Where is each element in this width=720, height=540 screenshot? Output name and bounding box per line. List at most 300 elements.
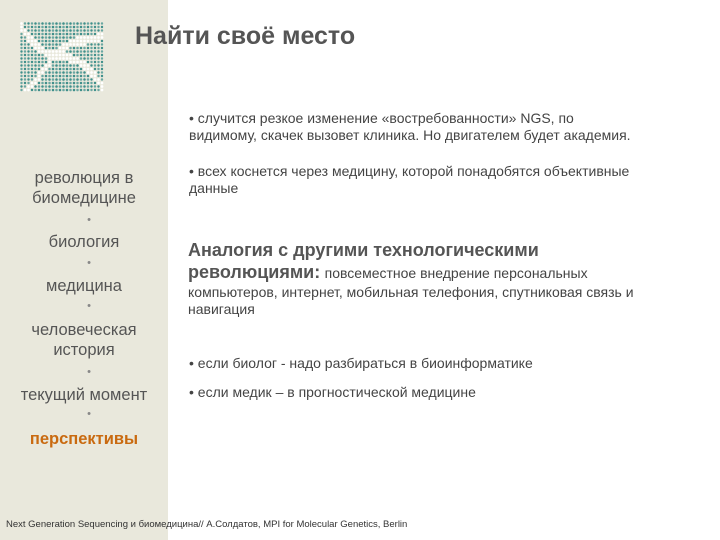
logo-dot: [20, 57, 22, 59]
logo-dot: [80, 50, 83, 53]
logo-dot: [48, 54, 51, 57]
logo-dot: [48, 71, 51, 74]
logo-dot: [20, 89, 22, 91]
logo-dot: [90, 71, 93, 74]
logo-dot: [90, 36, 93, 39]
logo-dot: [97, 50, 99, 52]
bullet-medicine: [189, 163, 629, 197]
logo-dot: [24, 36, 26, 38]
logo-dot: [76, 33, 79, 36]
logo-dot: [87, 36, 90, 39]
logo-dot: [76, 75, 79, 78]
sidebar-item-perspectives[interactable]: [0, 429, 168, 449]
logo-dot: [69, 26, 72, 29]
logo-dot: [73, 29, 76, 32]
logo-dot: [62, 33, 65, 36]
logo-dot: [27, 61, 29, 63]
logo-dot: [52, 78, 55, 81]
logo-dot: [69, 82, 72, 85]
logo-dot: [62, 78, 65, 81]
logo-dot: [69, 68, 72, 71]
logo-dot: [52, 43, 55, 46]
logo-dot: [69, 85, 72, 88]
logo-dot: [27, 64, 29, 66]
logo-dot: [90, 82, 92, 84]
logo-dot: [90, 78, 92, 80]
logo-dot: [76, 57, 79, 60]
logo-dot: [62, 26, 65, 29]
logo-dot: [48, 75, 51, 78]
logo-dot: [80, 29, 83, 32]
logo-dot: [52, 26, 55, 29]
logo-dot: [27, 36, 30, 39]
logo-dot: [87, 89, 90, 92]
logo-dot: [45, 85, 48, 88]
logo-dot: [24, 47, 26, 49]
logo-dot: [55, 22, 58, 25]
logo-dot: [52, 40, 55, 43]
logo-dot: [34, 33, 37, 36]
logo-dot: [27, 47, 29, 49]
logo-dot: [76, 82, 79, 85]
logo-dot: [55, 33, 58, 36]
logo-dot: [48, 40, 51, 43]
logo-dot: [45, 40, 48, 43]
logo-dot: [80, 61, 83, 64]
logo-dot: [101, 47, 103, 49]
logo-dot: [83, 75, 86, 78]
logo-dot: [66, 50, 69, 53]
logo-dot: [34, 71, 37, 74]
logo-dot: [90, 57, 92, 59]
logo-dot: [97, 36, 100, 39]
logo-dot: [62, 71, 65, 74]
logo-dot: [55, 57, 58, 60]
logo-dot: [59, 82, 62, 85]
logo-dot: [76, 29, 79, 32]
logo-dot: [90, 89, 92, 91]
analogy-paragraph: [188, 240, 716, 318]
bullet-ngs-demand: [189, 110, 631, 144]
logo-dot: [34, 54, 37, 57]
logo-dot: [90, 68, 93, 71]
logo-dot: [48, 43, 51, 46]
logo-dot: [62, 82, 65, 85]
logo-dot: [55, 82, 58, 85]
logo-dot: [97, 29, 99, 31]
logo-dot: [41, 50, 44, 53]
logo-dot: [38, 64, 41, 67]
sidebar-item-revolution[interactable]: [0, 168, 168, 208]
logo-dot: [87, 78, 90, 81]
logo-dot: [34, 40, 37, 43]
logo-dot: [90, 40, 93, 43]
sidebar-item-current-moment[interactable]: [0, 385, 168, 405]
logo-dot: [94, 29, 96, 31]
logo-dot: [20, 26, 23, 29]
logo-dot: [55, 36, 58, 39]
logo-dot: [34, 64, 37, 67]
logo-dot: [55, 61, 58, 64]
logo-dot: [101, 89, 104, 92]
logo-dot: [38, 85, 41, 88]
logo-dot: [90, 43, 92, 45]
logo-dot: [101, 43, 103, 45]
logo-dot: [94, 33, 96, 35]
sidebar-item-history[interactable]: [0, 320, 168, 360]
logo-dot: [34, 78, 37, 81]
logo-dot: [55, 89, 58, 92]
logo-dot: [76, 40, 79, 43]
logo-dot: [62, 50, 65, 53]
logo-dot: [52, 36, 55, 39]
analogy-line-1: [188, 240, 716, 262]
bullet-line: • случится резкое изменение «востребованности» NGS, по: [189, 110, 574, 126]
logo-dot: [69, 33, 72, 36]
logo-dot: [90, 85, 92, 87]
logo-dot: [48, 78, 51, 81]
logo-dot: [73, 61, 76, 64]
logo-dot: [38, 22, 41, 25]
logo-dot: [31, 40, 34, 43]
logo-dot: [34, 43, 37, 46]
sidebar-item-biology[interactable]: [0, 232, 168, 252]
logo-dot: [62, 75, 65, 78]
logo-dot: [31, 54, 33, 56]
logo-dot: [41, 78, 44, 81]
logo-dot: [94, 61, 96, 63]
logo-dot: [97, 43, 99, 45]
logo-dot: [62, 54, 65, 57]
logo-dot: [97, 54, 99, 56]
logo-dot: [45, 82, 48, 85]
logo-dot: [20, 61, 22, 63]
logo-dot: [101, 57, 103, 59]
logo-dot: [87, 50, 90, 53]
logo-dot: [41, 29, 44, 32]
logo-dot: [97, 40, 100, 43]
logo-dot: [83, 54, 86, 57]
logo-dot: [27, 89, 30, 92]
logo-dot: [48, 33, 51, 36]
logo-dot: [80, 43, 83, 46]
logo-dot: [62, 29, 65, 32]
logo-dot: [27, 43, 29, 45]
logo-dot: [101, 82, 104, 85]
logo-dot: [83, 82, 86, 85]
logo-dot: [76, 85, 79, 88]
logo-dot: [97, 71, 99, 73]
logo-dot: [97, 64, 99, 66]
logo-dot: [80, 57, 83, 60]
logo-dot: [38, 75, 41, 78]
logo-dot: [69, 22, 72, 25]
logo-dot: [45, 71, 48, 74]
logo-dot: [20, 22, 23, 25]
logo-dot: [69, 57, 72, 60]
separator-dot: •: [87, 300, 91, 312]
logo-dot: [24, 61, 26, 63]
logo-dot: [24, 78, 26, 80]
logo-dot: [34, 89, 37, 92]
logo-dot: [73, 22, 76, 25]
logo-dot: [66, 36, 69, 39]
logo-dot: [55, 43, 58, 46]
logo-dot: [38, 78, 41, 81]
logo-dot: [27, 75, 29, 77]
logo-dot: [38, 29, 41, 32]
logo-dot: [101, 22, 103, 24]
logo-dot: [59, 78, 62, 81]
logo-dot: [31, 43, 34, 46]
logo-dot: [55, 50, 58, 53]
logo-dot: [66, 43, 69, 46]
logo-dot: [69, 75, 72, 78]
logo-dot: [66, 75, 69, 78]
logo-dot: [97, 22, 99, 24]
logo-dot: [76, 54, 79, 57]
logo-dot: [52, 22, 55, 25]
logo-dot: [83, 57, 86, 60]
logo-dot: [38, 61, 41, 64]
logo-dot: [52, 47, 55, 50]
logo-dot: [55, 71, 58, 74]
logo-dot: [69, 78, 72, 81]
logo-dot: [97, 89, 99, 91]
logo-dot: [83, 50, 86, 53]
logo-dot: [20, 54, 22, 56]
logo-dot: [80, 75, 83, 78]
logo-dot: [90, 61, 92, 63]
logo-dot: [80, 82, 83, 85]
logo-dot: [48, 47, 51, 50]
logo-dot: [41, 75, 44, 78]
logo-dot: [76, 22, 79, 25]
logo-dot: [59, 57, 62, 60]
logo-dot: [69, 89, 72, 92]
logo-dot: [20, 64, 22, 66]
logo-dot: [34, 82, 37, 85]
logo-dot: [90, 54, 92, 56]
sidebar-item-label: биология: [48, 233, 120, 251]
logo-dot: [73, 36, 76, 39]
logo-dot: [80, 22, 83, 25]
logo-dot: [83, 85, 86, 88]
logo-dot: [45, 78, 48, 81]
logo-dot: [59, 47, 62, 50]
logo-dot: [66, 71, 69, 74]
sidebar-item-label: текущий момент: [20, 386, 148, 404]
logo-dot: [34, 22, 37, 25]
logo-dot: [55, 75, 58, 78]
logo-dot: [97, 75, 99, 77]
logo-dot: [48, 85, 51, 88]
bullet-line: данные: [189, 180, 239, 196]
logo-dot: [41, 54, 44, 57]
logo-dot: [101, 26, 103, 28]
logo-dot: [97, 61, 99, 63]
logo-dot: [59, 85, 62, 88]
sidebar: [0, 0, 168, 540]
logo-dot: [27, 57, 29, 59]
dna-helix-icon: [20, 22, 104, 92]
logo-dot: [73, 75, 76, 78]
logo-dot: [59, 68, 62, 71]
logo-dot: [73, 71, 76, 74]
logo-dot: [24, 22, 26, 24]
logo-dot: [73, 85, 76, 88]
logo-dot: [101, 71, 103, 73]
sidebar-item-medicine[interactable]: [0, 276, 168, 296]
logo-dot: [38, 43, 41, 46]
logo-dot: [41, 22, 44, 25]
logo-dot: [55, 26, 58, 29]
logo-dot: [66, 61, 69, 64]
logo-dot: [34, 36, 37, 39]
logo-dot: [80, 68, 83, 71]
logo-dot: [38, 36, 41, 39]
logo-dot: [48, 36, 51, 39]
logo-dot: [31, 33, 33, 35]
separator-dot: •: [87, 257, 91, 269]
logo-dot: [24, 29, 27, 32]
logo-dot: [31, 22, 33, 24]
logo-dot: [52, 89, 55, 92]
logo-dot: [31, 89, 33, 91]
logo-dot: [90, 33, 92, 35]
logo-dot: [20, 68, 22, 70]
logo-dot: [62, 89, 65, 92]
logo-dot: [101, 64, 103, 66]
logo-dot: [73, 68, 76, 71]
logo-dot: [66, 22, 69, 25]
sidebar-item-label: революция в: [34, 169, 134, 187]
logo-dot: [41, 26, 44, 29]
logo-dot: [94, 89, 96, 91]
logo-dot: [31, 29, 33, 31]
logo-dot: [27, 29, 29, 31]
logo-dot: [87, 64, 90, 67]
logo-dot: [52, 33, 55, 36]
logo-dot: [20, 85, 22, 87]
logo-dot: [97, 26, 99, 28]
logo-dot: [34, 29, 37, 32]
logo-dot: [69, 36, 72, 39]
logo-dot: [69, 40, 72, 43]
logo-dot: [83, 36, 86, 39]
logo-dot: [59, 29, 62, 32]
logo-dot: [94, 47, 96, 49]
logo-dot: [41, 36, 44, 39]
logo-dot: [97, 85, 99, 87]
logo-dot: [41, 57, 44, 60]
logo-dot: [94, 54, 96, 56]
logo-dot: [24, 54, 26, 56]
logo-dot: [76, 43, 79, 46]
logo-dot: [31, 68, 33, 70]
logo-dot: [45, 22, 48, 25]
logo-dot: [94, 68, 96, 70]
logo-dot: [27, 54, 29, 56]
logo-dot: [31, 78, 33, 80]
logo-dot: [83, 33, 86, 36]
logo-dot: [87, 61, 90, 64]
sidebar-item-label: история: [53, 341, 115, 359]
logo-dot: [59, 43, 62, 46]
logo-dot: [48, 26, 51, 29]
logo-dot: [24, 57, 26, 59]
logo-dot: [31, 71, 33, 73]
logo-dot: [24, 26, 26, 28]
logo-dot: [83, 47, 86, 50]
logo-dot: [55, 85, 58, 88]
logo-dot: [87, 22, 90, 25]
logo-dot: [48, 61, 51, 64]
logo-dot: [87, 82, 90, 85]
logo-dot: [66, 40, 69, 43]
logo-dot: [59, 71, 62, 74]
logo-dot: [94, 43, 96, 45]
logo-dot: [24, 43, 26, 45]
logo-dot: [87, 40, 90, 43]
bullet-line: • всех коснется через медицину, которой понадобятся объективные: [189, 163, 630, 179]
logo-dot: [38, 54, 41, 57]
logo-dot: [94, 50, 96, 52]
logo-dot: [41, 85, 44, 88]
logo-dot: [52, 54, 55, 57]
logo-dot: [66, 29, 69, 32]
logo-dot: [52, 85, 55, 88]
analogy-text: компьютеров, интернет, мобильная телефония, спутниковая связь и: [188, 284, 634, 300]
logo-dot: [69, 47, 72, 50]
logo-dot: [31, 61, 33, 63]
bullet-line: видимому, скачек вызовет клиника. Но двигателем будет академия.: [189, 127, 631, 143]
logo-dot: [27, 85, 30, 88]
footer-citation: Next Generation Sequencing и биомедицина// А.Солдатов, MPI for Molecular Genetics, Berlin: [6, 519, 408, 530]
logo-dot: [101, 61, 103, 63]
logo-dot: [90, 29, 92, 31]
logo-dot: [31, 47, 33, 49]
logo-dot: [87, 29, 90, 32]
logo-dot: [97, 47, 99, 49]
logo-dot: [83, 61, 86, 64]
logo-dot: [24, 40, 26, 42]
logo-dot: [52, 71, 55, 74]
logo-dot: [41, 47, 44, 50]
logo-dot: [83, 78, 86, 81]
logo-dot: [55, 47, 58, 50]
logo-dot: [101, 78, 103, 80]
logo-dot: [59, 89, 62, 92]
logo-dot: [31, 57, 33, 59]
logo-dot: [62, 47, 65, 50]
logo-dot: [20, 82, 22, 84]
logo-dot: [27, 71, 29, 73]
logo-dot: [38, 89, 41, 92]
logo-dot: [27, 50, 29, 52]
logo-dot: [45, 57, 48, 60]
logo-dot: [45, 61, 48, 64]
logo-dot: [66, 33, 69, 36]
logo-dot: [87, 71, 90, 74]
logo-dot: [24, 82, 26, 84]
logo-dot: [59, 40, 62, 43]
logo-dot: [59, 61, 62, 64]
logo-dot: [62, 36, 65, 39]
logo-dot: [45, 29, 48, 32]
logo-dot: [55, 64, 58, 67]
logo-dot: [94, 85, 96, 87]
